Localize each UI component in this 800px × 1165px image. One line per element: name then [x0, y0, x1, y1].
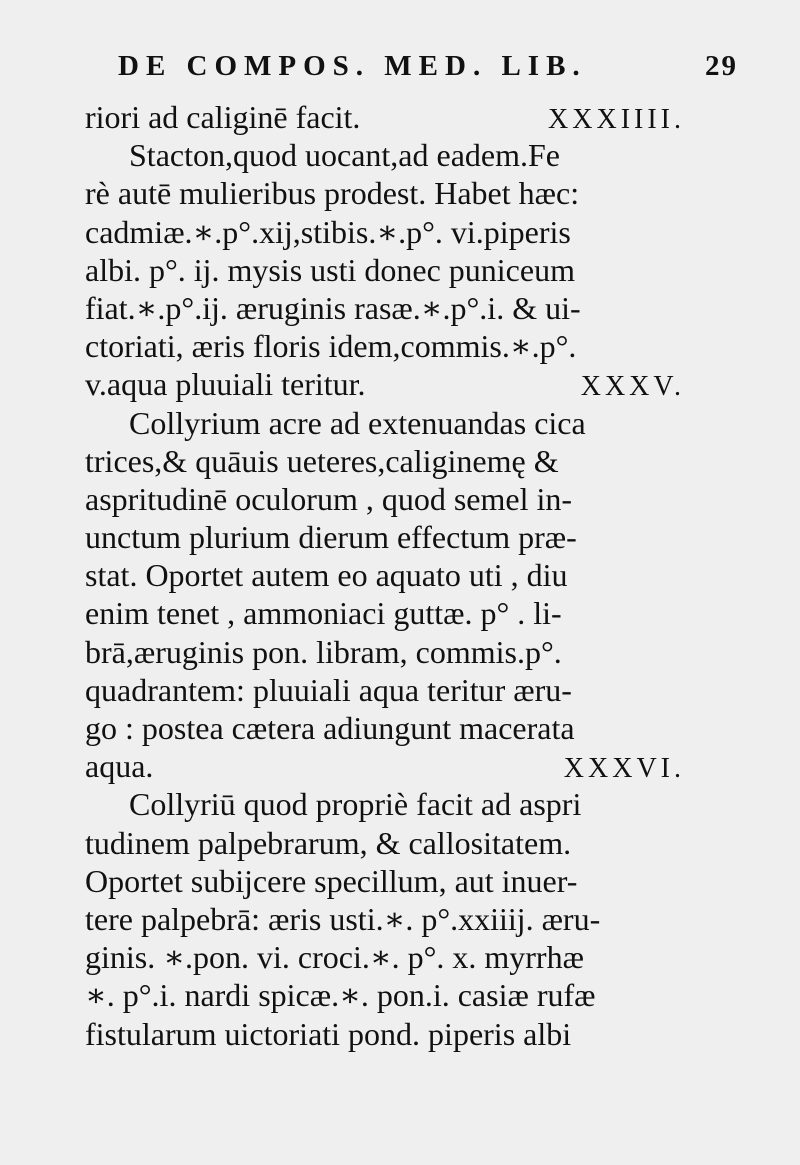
- line-text: Stacton,quod uocant,ad eadem.Fe: [129, 137, 560, 174]
- line-text: aspritudinē oculorum , quod semel in-: [85, 480, 573, 517]
- text-line: [85, 404, 685, 442]
- text-line: [85, 785, 685, 823]
- text-line: [85, 709, 685, 747]
- section-number: XXXVI.: [563, 753, 685, 785]
- line-text: fistularum uictoriati pond. piperis albi: [85, 1015, 572, 1052]
- line-text: Oportet subĳcere specillum, aut inuer-: [85, 862, 578, 899]
- line-text: ctoriati, æris floris idem,commis.∗.p°.: [85, 328, 577, 365]
- text-line: [85, 213, 685, 251]
- line-text: tudinem palpebrarum, & callositatem.: [85, 824, 572, 861]
- section-number: XXXIIII.: [548, 104, 685, 135]
- line-text: fiat.∗.p°.ĳ. æruginis rasæ.∗.p°.i. & ui-: [85, 289, 581, 326]
- line-text: Collyrium acre ad extenuandas cica: [129, 404, 586, 441]
- text-line: [85, 747, 685, 785]
- line-text: cadmiæ.∗.p°.xĳ,stibis.∗.p°. vi.piperis: [85, 213, 571, 250]
- text-line: [85, 671, 685, 709]
- line-text: Collyriū quod propriè facit ad aspri: [129, 786, 582, 823]
- line-text: v.aqua pluuiali teritur.: [85, 366, 366, 403]
- text-line: [85, 174, 685, 212]
- line-text: stat. Oportet autem eo aquato uti , diu: [85, 557, 568, 594]
- text-line: [85, 98, 685, 136]
- text-line: [85, 862, 685, 900]
- line-text: enim tenet , ammoniaci guttæ. p° . li-: [85, 595, 562, 632]
- running-title: DE COMPOS. MED. LIB.: [118, 50, 587, 82]
- text-line: [85, 556, 685, 594]
- line-text: ∗. p°.i. nardi spicæ.∗. pon.i. casiæ rufæ: [85, 977, 596, 1014]
- text-line: [85, 365, 685, 403]
- line-text: tere palpebrā: æris usti.∗. p°.xxiiĳ. æru-: [85, 900, 601, 937]
- section-number: XXXV.: [580, 371, 685, 403]
- text-line: [85, 1015, 685, 1053]
- text-line: [85, 251, 685, 289]
- line-text: ginis. ∗.pon. vi. croci.∗. p°. x. myrrhæ: [85, 939, 584, 976]
- text-line: [85, 938, 685, 976]
- page-number: 29: [705, 50, 738, 82]
- running-header: [118, 50, 738, 90]
- line-text: aqua.: [85, 748, 154, 785]
- line-text: trices,& quāuis ueteres,caliginemę &: [85, 442, 559, 479]
- line-text: go : postea cætera adiungunt macerata: [85, 710, 575, 746]
- line-text: unctum plurium dierum effectum præ-: [85, 519, 577, 556]
- line-text: rè autē mulieribus prodest. Habet hæc:: [85, 175, 580, 212]
- line-text: brā,æruginis pon. libram, commis.p°.: [85, 633, 562, 670]
- text-block: [85, 98, 685, 1053]
- text-line: [85, 480, 685, 518]
- text-line: [85, 594, 685, 632]
- text-line: [85, 824, 685, 862]
- line-text: riori ad caliginē facit.: [85, 99, 361, 135]
- text-line: [85, 136, 685, 174]
- line-text: albi. p°. ĳ. mysis usti donec puniceum: [85, 251, 575, 288]
- text-line: [85, 633, 685, 671]
- text-line: [85, 976, 685, 1014]
- text-line: [85, 289, 685, 327]
- text-line: [85, 442, 685, 480]
- line-text: quadrantem: pluuiali aqua teritur æru-: [85, 671, 572, 708]
- text-line: [85, 518, 685, 556]
- text-line: [85, 327, 685, 365]
- text-line: [85, 900, 685, 938]
